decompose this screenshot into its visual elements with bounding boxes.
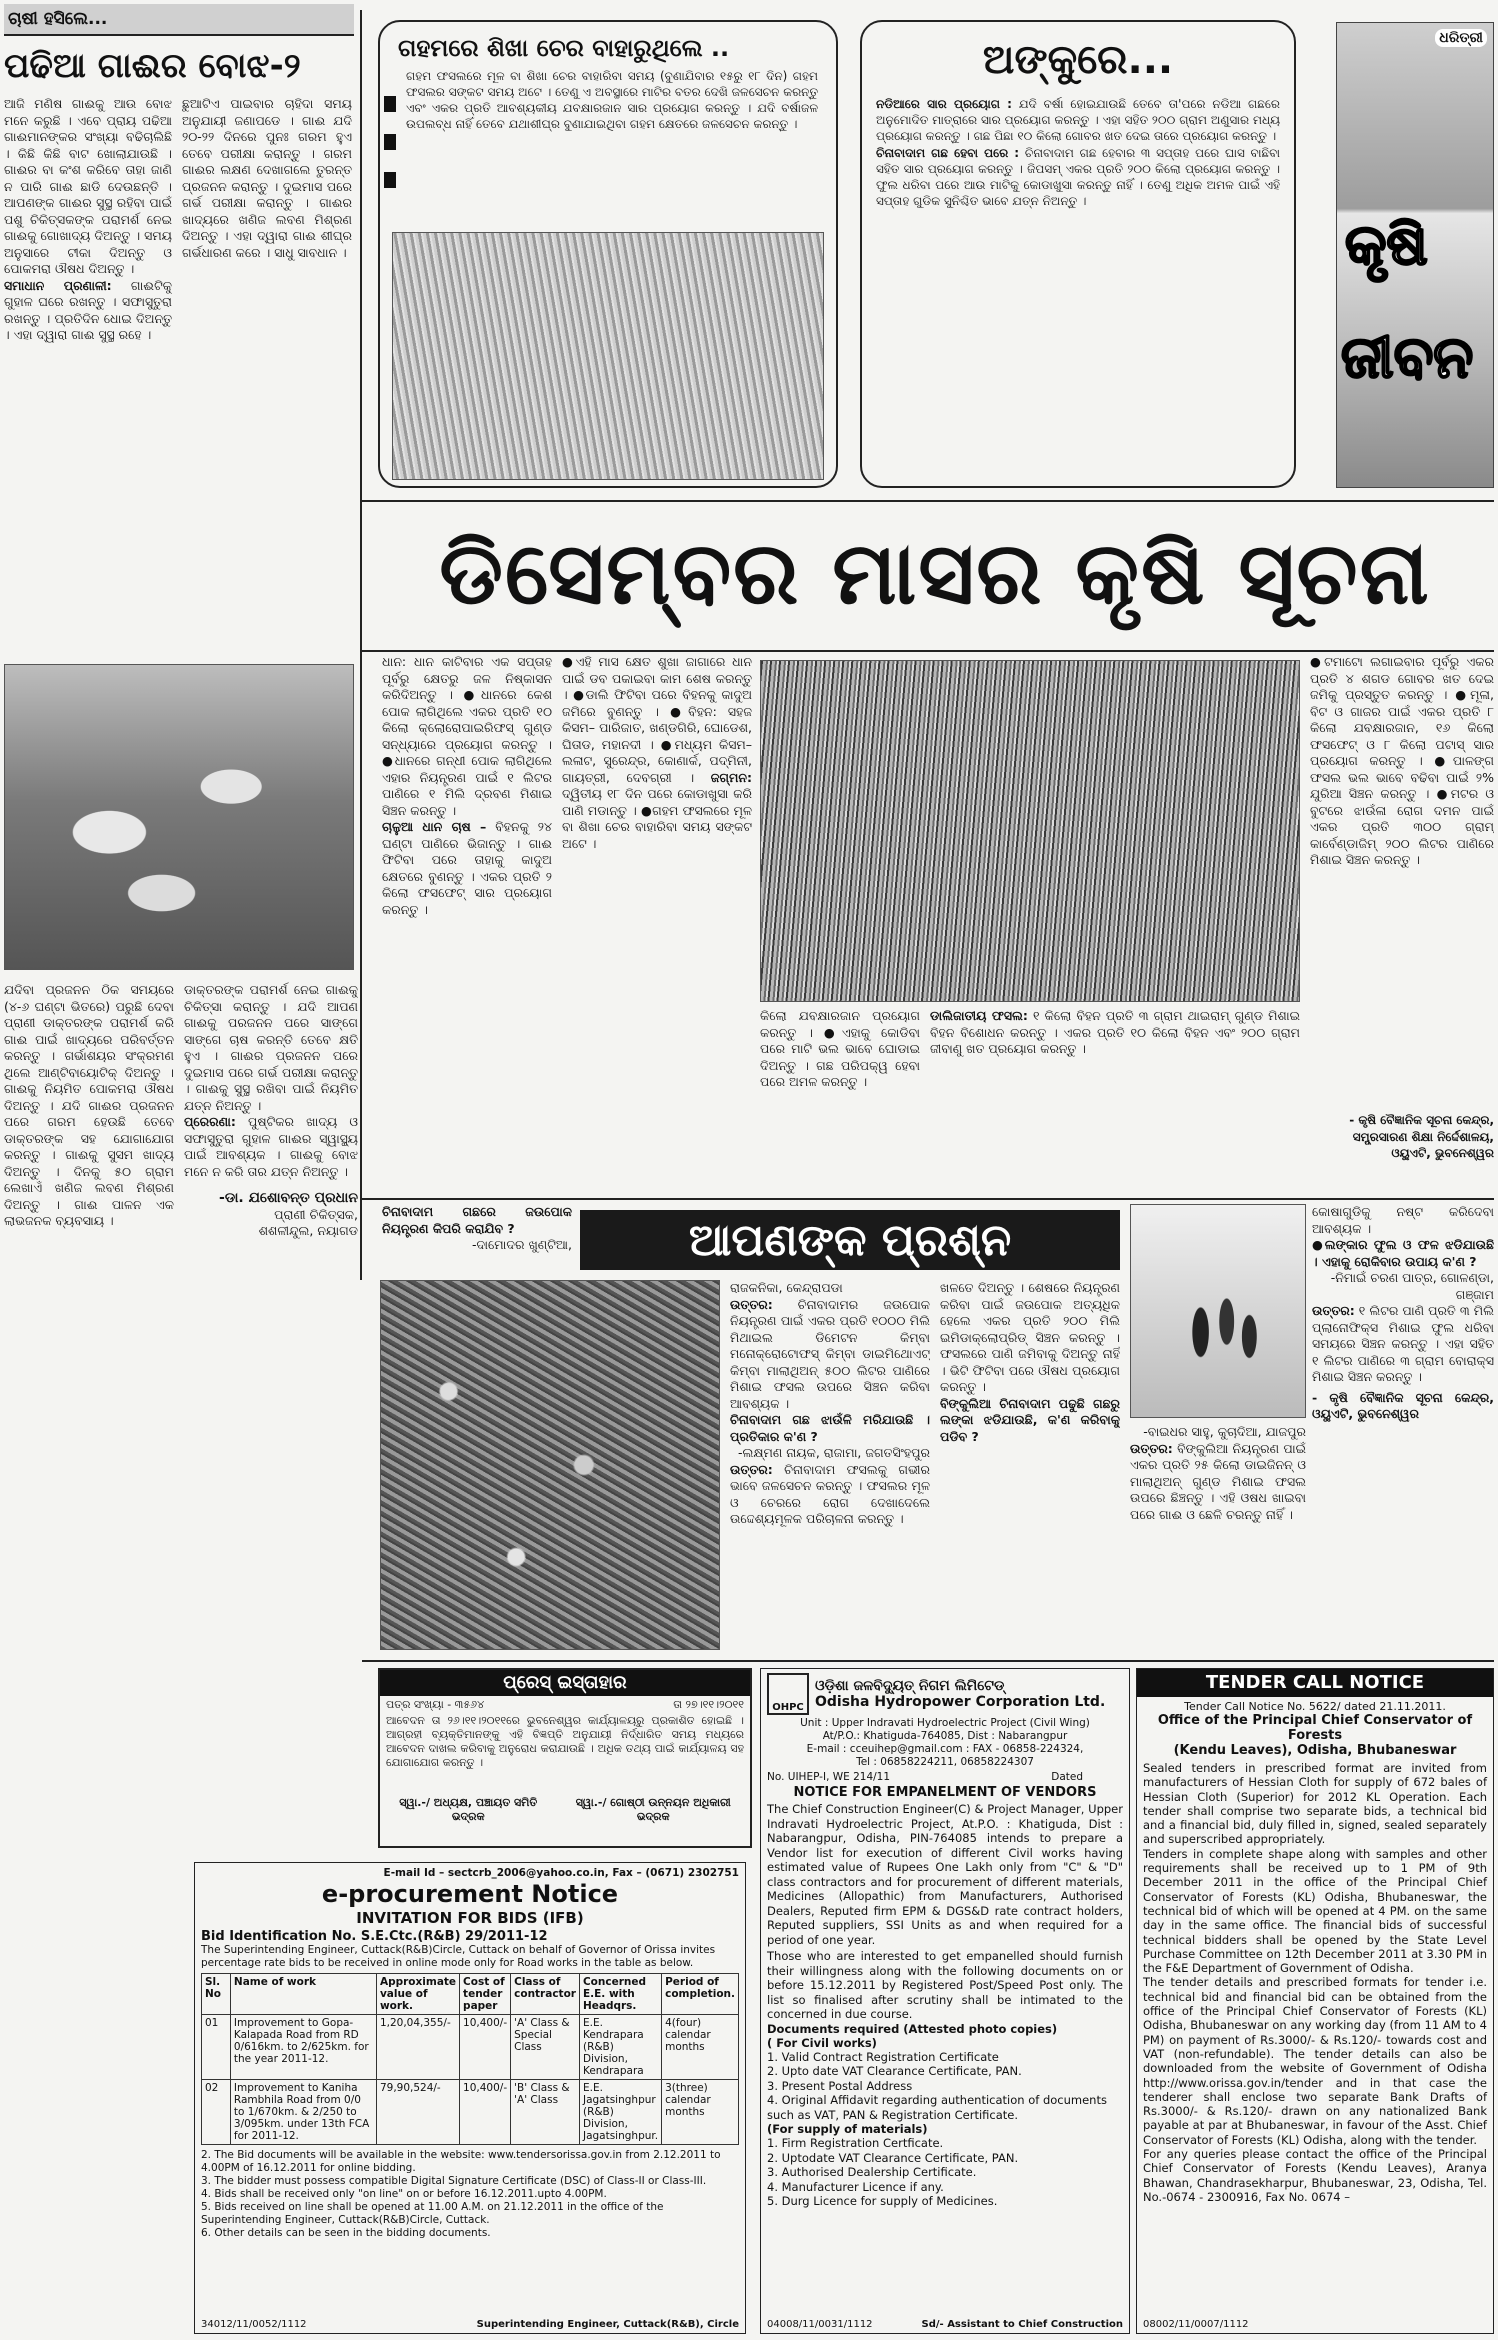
divider bbox=[360, 10, 362, 1280]
story-headline: ପଢିଆ ଗାଈର ବୋଝ-୨ bbox=[4, 46, 301, 86]
eproc-bid-id: Bid Identification No. S.E.Ctc.(R&B) 29/2011-12 bbox=[201, 1929, 548, 1944]
qa-col-a: ରାଜକନିକା, କେନ୍ଦ୍ରାପଡା ଉତ୍ତର: ଚିନାବାଦାମର ଜଉପୋକ ନିୟନ୍ତ୍ରଣ ପାଇଁ ଏକର ପ୍ରତି ୧୦୦୦ ମିଲି ମିଥାଇଲ ଡିମେଟନ କିମ୍ବା ମନୋକ୍ରୋଟୋଫସ୍ କିମ୍ବା ଡାଇମିଥୋଏଟ୍ କିମ୍ବା ମାଲାଥିଅନ୍ ୫୦୦ ଲିଟର ପାଣିରେ ମିଶାଇ ଫସଲ ଉପରେ ସିଞ୍ଚନ କରିବା ଆବଶ୍ୟକ । ଚିନାବାଦାମ ଗଛ ଝାଉଁଳି ମରିଯାଉଛି । ପ୍ରତିକାର କ'ଣ ? -ଲକ୍ଷ୍ମଣ ନାୟକ, ରାଜାମା, ଜଗତସିଂହପୁର ଉତ୍ତର: ଚିନାବାଦାମ ଫସଲକୁ ଗଭୀର ଭାବେ ଜଳସେଚନ କରନ୍ତୁ । ଫସଲର ମୂଳ ଓ ଚେରରେ ରୋଗ ଦେଖାଦେଲେ ଉଦ୍ଦେଶ୍ୟମୂଳକ ପରିଚାଳନା କରନ୍ତୁ । bbox=[730, 1280, 930, 1526]
jiban-word: ଜୀବନ bbox=[1341, 323, 1474, 391]
cow-col2: ଡାକ୍ତରଙ୍କ ପରାମର୍ଶ ନେଇ ଗାଈକୁ ଚିକିତ୍ସା କରାନ୍ତୁ । ଯଦି ଆପଣ ଗାଈକୁ ପରଜନନ ପରେ ସାଙ୍ଗେ ସାଙ୍ଗେ ଚାଷ କରନ୍ତି ତେବେ କ୍ଷତି ହୁଏ । ଗାଈର ପ୍ରଜନନ ପରେ ଦୁଇମାସ ପରେ ଗର୍ଭ ପରୀକ୍ଷା କରାନ୍ତୁ । ଗାଈକୁ ସୁସ୍ଥ ରଖିବା ପାଇଁ ନିୟମିତ ଯତ୍ନ ନିଅନ୍ତୁ । ପ୍ରେରଣା: ପୁଷ୍ଟିକର ଖାଦ୍ୟ ଓ ସଫାସୁତୁରା ଗୁହାଳ ଗାଈର ସ୍ୱାସ୍ଥ୍ୟ ପାଇଁ ଆବଶ୍ୟକ । ଗାଈକୁ ବୋଝ ମନେ ନ କରି ତାର ଯତ୍ନ ନିଅନ୍ତୁ । -ଡା. ଯଶୋବନ୍ତ ପ୍ରଧାନ ପ୍ରାଣୀ ଚିକିତ୍ସକ, ଶଶଳୀନ୍ଦୁଲ, ନୟାଗଡ bbox=[184, 982, 358, 1238]
eprocurement-notice bbox=[194, 1862, 746, 2334]
ankure-sub2: ଚିନାବାଦାମ ଗଛ ହେବା ପରେ : bbox=[876, 145, 1020, 160]
dec-right: ●ଟମାଟୋ ଲଗାଇବାର ପୂର୍ବରୁ ଏକର ପ୍ରତି ୪ ଶଗଡ ଗୋବର ଖତ ଦେଇ ଜମିକୁ ପ୍ରସ୍ତୁତ କରନ୍ତୁ । ●ମୂଳା, ବିଟ ଓ ଗାଜର ପାଇଁ ଏକର ପ୍ରତି ୮ କିଲୋ ଯବକ୍ଷାରଜାନ, ୧୬ କିଲୋ ଫସଫେଟ୍ ଓ ୮ କିଲୋ ପଟାସ୍ ସାର ପ୍ରୟୋଗ କରନ୍ତୁ । ●ପାଳଙ୍ଗ ଫସଲ ଭଲ ଭାବେ ବଢିବା ପାଇଁ ୨% ଯୁରିଆ ସିଞ୍ଚନ କରନ୍ତୁ । ●ମଟର ଓ ବୁଟରେ ଝାଉଁଳା ରୋଗ ଦମନ ପାଇଁ ଏକର ପ୍ରତି ୩୦୦ ଗ୍ରାମ୍ କାର୍ବେଣ୍ଡାଜିମ୍ ୨୦୦ ଲିଟର ପାଣିରେ ମିଶାଇ ସିଞ୍ଚନ କରନ୍ତୁ । bbox=[1310, 654, 1494, 867]
qa-banner bbox=[580, 1210, 1120, 1270]
groundnut-photo bbox=[380, 1280, 720, 1650]
bullet-marks bbox=[384, 90, 398, 230]
eproc-contact: E-mail Id – sectcrb_2006@yahoo.co.in, Fax – (0671) 2302751 bbox=[383, 1867, 739, 1879]
story-col2: ଛୁଆଟିଏ ପାଇବାର ଚାହିଦା ସମୟ ଅନୁଯାୟୀ ଜଣାପଡେ । ଗାଈ ଯଦି ୨୦-୨୨ ଦିନରେ ପୁନଃ ଗରମ ହୁଏ ତେବେ ପରୀକ୍ଷା କରାନ୍ତୁ । ଗରମ ଗାଈର ଲକ୍ଷଣ ଦେଖାଗଲେ ତୁରନ୍ତ ପ୍ରଜନନ କରାନ୍ତୁ । ଦୁଇମାସ ପରେ ଗର୍ଭ ପରୀକ୍ଷା କରାନ୍ତୁ । ଗାଈର ଖାଦ୍ୟରେ ଖଣିଜ ଲବଣ ମିଶ୍ରଣ ଦିଅନ୍ତୁ । ଏହା ଦ୍ୱାରା ଗାଈ ଶୀଘ୍ର ଗର୍ଭଧାରଣ କରେ । ସାଧୁ ସାବଧାନ । bbox=[182, 96, 352, 260]
wheat-photo bbox=[392, 232, 824, 480]
wheat-title: ଗହମରେ ଶିଖା ଚେର ବାହାରୁଥିଲେ .. bbox=[398, 34, 730, 62]
ankure-title: ଅଙ୍କୁରେ... bbox=[982, 37, 1174, 83]
dec-col2: ●ଏହି ମାସ କ୍ଷେତ ଶୁଖା ଜାଗାରେ ଧାନ ପାଇଁ ଡବ ପକାଇବା କାମ ଶେଷ କରନ୍ତୁ । ●ଡାଲି ଫିଟିବା ପରେ ବିହନକୁ କାଦୁଅ ଜମିରେ ବୁଣନ୍ତୁ । ●ବିହନ: ସହଜ କିସମ– ପାରିଜାତ, ଖଣ୍ଡଗିରି, ଘୋଡେଶ, ଘିତାଡ, ମହାନଦୀ । ●ମଧ୍ୟମ କିସମ– ଲଳାଟ, ସୁରେନ୍ଦ୍ର, କୋଣାର୍କ, ପଦ୍ମିନୀ, ଗାୟତ୍ରୀ, ଦେବଗ୍ରୀ । ଜଗ୍ମନ: ଦ୍ୱିତୀୟ ୧୮ ଦିନ ପରେ କୋଡାଖୁସା କରି ପାଣି ମଡାନ୍ତୁ । ●ଗହମ ଫସଲରେ ମୂଳ ବା ଶିଖା ଚେର ବାହାରିବା ସମୟ ସଙ୍କଟ ଅଟେ । bbox=[562, 654, 752, 851]
kicker-bar bbox=[4, 4, 354, 36]
krushi-word: କୃଷି bbox=[1345, 213, 1428, 278]
divider bbox=[362, 650, 1494, 652]
cow-col1: ଯଦିବା ପ୍ରଜନନ ଠିକ ସମୟରେ (୪-୬ ଘଣ୍ଟା ଭିତରେ) ପରୁଛି ଦେବା ପ୍ରାଣୀ ଡାକ୍ତରଙ୍କ ପରାମର୍ଶ କରି ଗାଈ ପାଇଁ ଖାଦ୍ୟରେ ପରିବର୍ତ୍ତନ କରନ୍ତୁ । ଗର୍ଭାଶୟର ସଂକ୍ରମଣ ଥିଲେ ଆଣ୍ଟିବାୟୋଟିକ୍ ଦିଅନ୍ତୁ । ଗାଈକୁ ନିୟମିତ ପୋକମରା ଔଷଧ ଦିଅନ୍ତୁ । ଯଦି ଗାଈର ପ୍ରଜନନ ପରେ ଗରମ ହେଉଛି ତେବେ ଡାକ୍ତରଙ୍କ ସହ ଯୋଗାଯୋଗ କରନ୍ତୁ । ଗାଈକୁ ସୁସମ ଖାଦ୍ୟ ଦିଅନ୍ତୁ । ଦିନକୁ ୫୦ ଗ୍ରାମ ଲେଖାଏଁ ଖଣିଜ ଲବଣ ମିଶ୍ରଣ ଦିଅନ୍ତୁ । ଗାଈ ପାଳନ ଏକ ଲାଭଜନକ ବ୍ୟବସାୟ । bbox=[4, 982, 174, 1228]
ankure-box bbox=[860, 20, 1296, 488]
eproc-notes: 2. The Bid documents will be available in the website: www.tendersorissa.gov.in from 2.12.2011 to 4.00PM of 16.12.2011 for online bidding. 3. The bidder must possess compatible Digital Signature Certificate (DSC) of Class-II or Class-III. 4. Bids shall be received only "on line" on or before 16.12.2011.upto 4.00PM. 5. Bids received on line shall be opened at 11.00 A.M. on 21.12.2011 in the office of the Superintending Engineer, Cuttack(R&B)Circle, Cuttack. 6. Other details can be seen in the bidding documents. bbox=[201, 2149, 721, 2239]
bids-table: Sl. No Name of work Approximate value of work. Cost of tender paper Class of contractor Concerned E.E. with Headqrs. Period of completion. 01 Improvement to Gopa-Kalapada Road from RD 0/616km. to 2/625km. for the year 2011-12. 1,20,04,355/- 10,400/- 'A' Class & Special Class E.E. Kendrapara (R&B) Division, Kendrapara 4(four) calendar months 02 Improvement to Kaniha Rambhila Road from 0/0 to 1/670km. & 2/250 to 3/095km. under 13th FCA for 2011-12. 79,90,524/- 10,400/- 'B' Class & 'A' Class E.E. Jagatsinghpur (R&B) Division, Jagatsinghpur. 3(three) calendar months bbox=[201, 1973, 739, 2145]
brand-logo: ଧରିତ୍ରୀ bbox=[1435, 29, 1487, 47]
cow-photo bbox=[4, 664, 354, 970]
press-ref: ପତ୍ର ସଂଖ୍ୟା - ୩୫୬୪ bbox=[386, 1698, 485, 1711]
press-body: ଆବେଦନ ତା ୨୬।୧୧।୨୦୧୧ରେ ଭୁବନେଶ୍ୱର କାର୍ଯ୍ୟାଳୟରୁ ପ୍ରକାଶିତ ହୋଇଛି । ଆଗ୍ରହୀ ବ୍ୟକ୍ତିମାନଙ୍କୁ ଏହି ବିଜ୍ଞପ୍ତି ଅନୁଯାୟୀ ନିର୍ଦ୍ଧାରିତ ସମୟ ମଧ୍ୟରେ ଆବେଦନ ଦାଖଲ କରିବାକୁ ଅନୁରୋଧ କରାଯାଉଛି । ଅଧିକ ତଥ୍ୟ ପାଇଁ କାର୍ଯ୍ୟାଳୟ ସହ ଯୋଗାଯୋଗ କରନ୍ତୁ । bbox=[386, 1714, 744, 1769]
table-row: 01 Improvement to Gopa-Kalapada Road from RD 0/616km. to 2/625km. for the year 2011-12. 1,20,04,355/- 10,400/- 'A' Class & Special Class E.E. Kendrapara (R&B) Division, Kendrapara 4(four) calendar months bbox=[202, 2015, 739, 2080]
story-col1: ଆଜି ମଣିଷ ଗାଈକୁ ଆଉ ବୋଝ ମନେ କରୁଛି । ଏବେ ପ୍ରାୟ ପଢିଆ ଗାଈମାନଙ୍କର ସଂଖ୍ୟା ବଢିଚାଲିଛି । କିଛି କିଛି ବାଟ ଖୋଲାଯାଉଛି । ଗାଈର ବା କଂଶ କରିବେ ତାହା ଜାଣି ନ ପାରି ଗାଈ ଛାଡି ଦେଉଛନ୍ତି । ଆପଣଙ୍କ ଗାଈର ସୁସ୍ଥ ରହିବା ପାଇଁ ପଶୁ ଚିକିତ୍ସକଙ୍କ ପରାମର୍ଶ ନେଇ ଗାଈକୁ ଗୋଖାଦ୍ୟ ଦିଅନ୍ତୁ । ସମୟ ଅନୁସାରେ ଟୀକା ଦିଅନ୍ତୁ ଓ ପୋକମରା ଔଷଧ ଦିଅନ୍ତୁ । ସମାଧାନ ପ୍ରଣାଳୀ: ଗାଈଟିକୁ ଗୁହାଳ ଘରେ ରଖନ୍ତୁ । ସଫାସୁତୁରା ରଖନ୍ତୁ । ପ୍ରତିଦିନ ଧୋଇ ଦିଅନ୍ତୁ । ଏହା ଦ୍ୱାରା ଗାଈ ସୁସ୍ଥ ରହେ । bbox=[4, 96, 172, 342]
eproc-subtitle: INVITATION FOR BIDS (IFB) bbox=[356, 1909, 584, 1927]
qa-q1: ଚିନାବାଦାମ ଗଛରେ ଜଉପୋକ ନିୟନ୍ତ୍ରଣ କିପରି କରାଯିବ ? -ଦାମୋଦର ଖୁଣ୍ଟିଆ, bbox=[382, 1204, 572, 1252]
qa-col-d: -ବାଇଧର ସାହୁ, କୁଚାଦିଆ, ଯାଜପୁର ଉତ୍ତର: ବିଙ୍କୁଲିଆ ନିୟନ୍ତ୍ରଣ ପାଇଁ ଏକର ପ୍ରତି ୨୫ କିଲୋ ଡାଇଜିନନ୍ ଓ ମାଲାଥିଅନ୍ ଗୁଣ୍ଡ ମିଶାଇ ଫସଲ ଉପରେ ଛିଞ୍ଚନ୍ତୁ । ଏହି ଓଷଧ ଖାଇବା ପରେ ଗାଈ ଓ ଛେଳି ଚରନ୍ତୁ ନାହିଁ । bbox=[1130, 1424, 1306, 1522]
banner-title: ଡିସେମ୍ବର ମାସର କୃଷି ସୂଚନା bbox=[439, 524, 1431, 624]
signature: -ଡା. ଯଶୋବନ୍ତ ପ୍ରଧାନ bbox=[219, 1190, 358, 1206]
ohpc-name-en: Odisha Hydropower Corporation Ltd. bbox=[815, 1694, 1106, 1710]
december-banner bbox=[380, 505, 1490, 645]
divider bbox=[362, 1198, 1494, 1200]
story-kicker: ଚାଷୀ ହସିଲେ... bbox=[8, 9, 108, 29]
press-date: ତା ୨୭।୧୧।୨୦୧୧ bbox=[673, 1698, 744, 1711]
ohpc-title: NOTICE FOR EMPANELMENT OF VENDORS bbox=[793, 1785, 1097, 1800]
rice-photo bbox=[760, 660, 1300, 1002]
dec-wide: କିଲୋ ଯବକ୍ଷାରଜାନ ପ୍ରୟୋଗ କରନ୍ତୁ । ●ଏହାକୁ କୋଡିବା ପରେ ମାଟି ଭଲ ଭାବେ ଘୋଡାଇ ଦିଅନ୍ତୁ । ଗଛ ପରିପକ୍ୱ ହେବା ପରେ ଅମଳ କରନ୍ତୁ । bbox=[760, 1008, 920, 1089]
krushi-jiban-panel bbox=[1336, 22, 1494, 488]
table-row: 02 Improvement to Kaniha Rambhila Road from 0/0 to 1/670km. & 2/250 to 3/095km. under 13th FCA for 2011-12. 79,90,524/- 10,400/- 'B' Class & 'A' Class E.E. Jagatsinghpur (R&B) Division, Jagatsinghpur. 3(three) calendar months bbox=[202, 2080, 739, 2145]
qa-title: ଆପଣଙ୍କ ପ୍ରଶ୍ନ bbox=[688, 1214, 1012, 1266]
ankure-text2: ଚିନାବାଦାମ ଗଛ ହେବାର ୩ ସପ୍ତାହ ପରେ ଘାସ ବାଛିବା ସହିତ ସାର ପ୍ରୟୋଗ କରନ୍ତୁ । ଜିପସମ୍ ଏକର ପ୍ରତି ୨୦୦ କିଲୋ ପ୍ରୟୋଗ କରନ୍ତୁ । ଫୁଲ ଧରିବା ପରେ ଆଉ ମାଟିକୁ କୋଡାଖୁସା କରନ୍ତୁ ନାହିଁ । ତେଣୁ ଅଧିକ ଅମଳ ପାଇଁ ଏହି ସପ୍ତାହ ଗୁଡିକ ସୁନିଶ୍ଚିତ ଭାବେ ଯତ୍ନ ନିଅନ୍ତୁ । bbox=[876, 145, 1280, 209]
ankure-text1: ଯଦି ବର୍ଷା ହୋଇଯାଉଛି ତେବେ ତା'ପରେ ନଡିଆ ଗଛରେ ଅନୁମୋଦିତ ମାତ୍ରାରେ ସାର ପ୍ରୟୋଗ କରନ୍ତୁ । ଏହା ସହିତ ୨୦୦ ଗ୍ରାମ ଅଣୁସାର ମଧ୍ୟ ପ୍ରୟୋଗ କରନ୍ତୁ । ଗଛ ପିଛା ୧୦ କିଲୋ ଗୋବର ଖତ ଦେଇ ତାରେ ପ୍ରୟୋଗ କରନ୍ତୁ । bbox=[876, 97, 1280, 144]
top-left-story bbox=[4, 4, 354, 654]
dec-dal: ଡାଲିଜାତୀୟ ଫସଲ: ୧ କିଲୋ ବିହନ ପ୍ରତି ୩ ଗ୍ରାମ ଥାଇରାମ୍ ଗୁଣ୍ଡ ମିଶାଇ ବିହନ ବିଶୋଧନ କରନ୍ତୁ । ଏକର ପ୍ରତି ୧୦ କିଲୋ ବିହନ ଏବଂ ୨୦୦ ଗ୍ରାମ ଜୀବାଣୁ ଖତ ପ୍ରୟୋଗ କରନ୍ତୁ । bbox=[930, 1008, 1300, 1056]
qa-right: କୋଷାଗୁଡିକୁ ନଷ୍ଟ କରିଦେବା ଆବଶ୍ୟକ । ●ଲଙ୍କାର ଫୁଲ ଓ ଫଳ ଝଡିଯାଉଛି । ଏହାକୁ ରୋକିବାର ଉପାୟ କ'ଣ ? -ନିମାଇଁ ଚରଣ ପାତ୍ର, ଗୋଳଣ୍ଡା, ଗଞ୍ଜାମ ଉତ୍ତର: ୧ ଲିଟର ପାଣି ପ୍ରତି ୩ ମିଲି ପ୍ଲାନୋଫିକ୍ସ ମିଶାଇ ଫୁଲ ଧରିବା ସମୟରେ ସିଞ୍ଚନ କରନ୍ତୁ । ଏହା ସହିତ ୧ ଲିଟର ପାଣିରେ ୩ ଗ୍ରାମ ବୋରାକ୍ସ ମିଶାଇ ସିଞ୍ଚନ କରନ୍ତୁ । - କୃଷି ବୈଜ୍ଞାନିକ ସୂଚନା କେନ୍ଦ୍ର, ଓୟୁଏଟି, ଭୁବନେଶ୍ୱର bbox=[1312, 1204, 1494, 1421]
eproc-code: 34012/11/0052/1112 bbox=[201, 2319, 307, 2330]
ohpc-notice: OHPC ଓଡ଼ିଶା ଜଳବିଦ୍ୟୁତ୍ ନିଗମ ଲିମିଟେଡ୍ Odisha Hydropower Corporation Ltd. Unit : Upper Indravati Hydroelectric Project (Civil Wing) At/P.O.: Khatiguda-764085, Dist : Nabarangpur E-mail : cceuihep@gmail.com : FAX - 06858-224324, Tel : 06858224211, 06858224307 No. UIHEP-I, WE 214/11 Dated NOTICE FOR EMPANELMENT OF VENDORS The Chief Construction Engineer(C) & Project Manager, Upper Indravati Hydroelectric Project, At.P.O. : Khatiguda, Dist : Nabarangpur, Odisha, PIN-764085 intends to prepare a Vendor list for execution of different Civil works having estimated value of Rupees One Lakh only from "C" & "D" class contractors and for procurement of different materials, Medicines (Allopathic) from Manufacturers, Authorised Dealers, Reputed firm EPM & DGS&D rate contract holders, Reputed suppliers, SSI Units as and when required for a period of one year. Those who are interested to get empanelled should furnish their willingness along with the following documents on or before 15.12.2011 by Registered Post/Speed Post only. The list so finalised after scrutiny shall be intimated to the concerned in due course. Documents required (Attested photo copies) ( For Civil works) 1. Valid Contract Registration Certificate 2. Upto date VAT Clearance Certificate, PAN. 3. Present Postal Address 4. Original Affidavit regarding authentication of documents such as VAT, PAN & Registration Certificate. (For supply of materials) 1. Firm Registration Certficate. 2. Uptodate VAT Clearance Certificate, PAN. 3. Authorised Dealership Certificate. 4. Manufacturer Licence if any. 5. Durg Licence for supply of Medicines. 04008/11/0031/1112 Sd/- Assistant to Chief Construction bbox=[760, 1668, 1130, 2334]
wheat-text: ଗହମ ଫସଲରେ ମୂଳ ବା ଶିଖା ଚେର ବାହାରିବା ସମୟ (ବୁଣାଯିବାର ୧୫ରୁ ୧୮ ଦିନ) ଗହମ ଫସଲର ସଙ୍କଟ ସମୟ ଅଟେ । ତେଣୁ ଏ ଅବସ୍ଥାରେ ମାଟିର ବତର ଦେଖି ଜଳସେଚନ କରନ୍ତୁ ଏବଂ ଏକର ପ୍ରତି ଆବଶ୍ୟକୀୟ ଯବକ୍ଷାରଜାନ ସାର ପ୍ରୟୋଗ କରନ୍ତୁ । ଯଦି ବର୍ଷାଜଳ ଉପଲବ୍ଧ ନାହିଁ ତେବେ ଯଥାଶୀଘ୍ର ବୁଣାଯାଇଥିବା ଗହମ କ୍ଷେତରେ ଜଳସେଚନ କରନ୍ତୁ । bbox=[406, 69, 818, 131]
eproc-sig: Superintending Engineer, Cuttack(R&B), Circle bbox=[476, 2319, 739, 2330]
dec-col1: ଧାନ: ଧାନ କାଟିବାର ଏକ ସପ୍ତାହ ପୂର୍ବରୁ କ୍ଷେତରୁ ଜଳ ନିଷ୍କାସନ କରିଦିଅନ୍ତୁ । ●ଧାନରେ କେଶ ପୋକ ଲାଗିଥିଲେ ଏକର ପ୍ରତି ୧୦ କିଲୋ କ୍ଲୋରୋପାଇରିଫସ୍ ଗୁଣ୍ଡ ସନ୍ଧ୍ୟାରେ ପ୍ରୟୋଗ କରନ୍ତୁ । ●ଧାନରେ ଗନ୍ଧୀ ପୋକ ଲାଗିଥିଲେ ଏହାର ନିୟନ୍ତ୍ରଣ ପାଇଁ ୧ ଲିଟର ପାଣିରେ ୧ ମିଲି ଦ୍ରବଣ ମିଶାଇ ସିଞ୍ଚନ କରନ୍ତୁ । ଚାଳୁଆ ଧାନ ଚାଷ – ବିହନକୁ ୨୪ ଘଣ୍ଟା ପାଣିରେ ଭିଜାନ୍ତୁ । ଗାଈ ଫିଟିବା ପରେ ତାହାକୁ କାଦୁଅ କ୍ଷେତରେ ବୁଣନ୍ତୁ । ଏକର ପ୍ରତି ୨ କିଲୋ ଫସଫେଟ୍ ସାର ପ୍ରୟୋଗ କରନ୍ତୁ । bbox=[382, 654, 552, 917]
ohpc-logo: OHPC bbox=[767, 1673, 809, 1715]
tender-notice: TENDER CALL NOTICE Tender Call Notice No. 5622/ dated 21.11.2011. Office of the Principal Chief Conservator of Forests (Kendu Leaves), Odisha, Bhubaneswar Sealed tenders in prescribed format are invited from manufacturers of Hessian Cloth for supply of 672 bales of Hessian Cloth (Superior) for 2012 KL Operation. Each tender shall comprise two separate bids, a technical bid and a financial bid, duly filled in, signed, sealed separately and superscribed appropriately. Tenders in complete shape along with samples and other requirements shall be received up to 1 PM of 9th December 2011 in the office of the Principal Chief Conservator of Forests (KL) Odisha, Bhubaneswar, the technical bid of which will be opened at 4 PM. on the same day in the same office. The financial bids of successful technical bidders shall be opened by the State Level Purchase Committee on 12th December 2011 at 3.30 PM in the F&E Department of Government of Odisha. The tender details and prescribed formats for tender i.e. technical bid and financial bid can be obtained from the office of the Principal Chief Conservator of Forests (KL) Odisha, Bhubaneswar on any working day (from 11 AM to 4 PM) on payment of Rs.3000/- & Rs.120/- towards cost and VAT (non-refundable). The tender details can also be downloaded from the website of Government of Odisha http://www.orissa.gov.in/tender and in that case the tenderer shall enclose two separate Bank Drafts of Rs.3000/- & Rs.120/- drawn on any nationalized Bank payable at par at Bhubaneswar, in favour of the Asst. Chief Conservator of Forests (KL) Odisha, along with the tender. For any queries please contact the office of the Principal Chief Conservator of Forests (Kendu Leaves), Aranya Bhawan, Chandrasekharpur, Bhubaneswar, 23, Odisha, Tel. No.-0674 - 2300916, Fax No. 0674 – 08002/11/0007/1112 bbox=[1136, 1668, 1494, 2334]
ohpc-name-or: ଓଡ଼ିଶା ଜଳବିଦ୍ୟୁତ୍ ନିଗମ ଲିମିଟେଡ୍ bbox=[815, 1678, 1005, 1694]
wheat-box bbox=[378, 20, 838, 488]
chili-photo bbox=[1130, 1204, 1306, 1418]
eproc-title: e-procurement Notice bbox=[321, 1880, 619, 1908]
ankure-sub1: ନଡିଆରେ ସାର ପ୍ରୟୋଗ : bbox=[876, 97, 1012, 111]
tender-title: TENDER CALL NOTICE bbox=[1137, 1669, 1493, 1697]
dec-credit: - କୃଷି ବୈଜ୍ଞାନିକ ସୂଚନା କେନ୍ଦ୍ର, ସମ୍ପ୍ରସାରଣ ଶିକ୍ଷା ନିର୍ଦ୍ଦେଶାଳୟ, ଓୟୁଏଟି, ଭୁବନେଶ୍ୱର bbox=[1349, 1113, 1494, 1160]
sig-place: ଶଶଳୀନ୍ଦୁଲ, ନୟାଗଡ bbox=[258, 1223, 358, 1238]
sig-title: ପ୍ରାଣୀ ଚିକିତ୍ସକ, bbox=[274, 1206, 358, 1222]
qa-col-c: ଖଳତେ ଦିଅନ୍ତୁ । ଶେଷରେ ନିୟନ୍ତ୍ରଣ କରିବା ପାଇଁ ଜଉପୋକ ଅତ୍ୟଧିକ ହେଲେ ଏକର ପ୍ରତି ୨୦୦ ମିଲି ଇମିଡାକ୍ଲୋପ୍ରିଡ୍ ସିଞ୍ଚନ କରନ୍ତୁ । ଫସଲରେ ପାଣି ଜମିବାକୁ ଦିଅନ୍ତୁ ନାହିଁ । ଭିଟି ଫିଟିବା ପରେ ଔଷଧ ପ୍ରୟୋଗ କରନ୍ତୁ । ବିଙ୍କୁଲିଆ ଚିନାବାଦାମ ପଢୁଛି ଗଛରୁ ଲଙ୍କା ଝଡିଯାଉଛି, କ'ଣ କରିବାକୁ ପଡିବ ? bbox=[940, 1280, 1120, 1444]
eproc-intro: The Superintending Engineer, Cuttack(R&B)Circle, Cuttack on behalf of Governor of Orissa invites percentage rate bids to be received in online mode only for Road works in the table as below. bbox=[201, 1944, 716, 1969]
press-title: ପ୍ରେସ୍ ଇସ୍ତାହାର bbox=[380, 1670, 750, 1696]
divider bbox=[362, 1660, 1494, 1662]
divider bbox=[362, 500, 1494, 502]
press-release: ପ୍ରେସ୍ ଇସ୍ତାହାର ପତ୍ର ସଂଖ୍ୟା - ୩୫୬୪ ତା ୨୭।୧୧।୨୦୧୧ ଆବେଦନ ତା ୨୬।୧୧।୨୦୧୧ରେ ଭୁବନେଶ୍ୱର କାର୍ଯ୍ୟାଳୟରୁ ପ୍ରକାଶିତ ହୋଇଛି । ଆଗ୍ରହୀ ବ୍ୟକ୍ତିମାନଙ୍କୁ ଏହି ବିଜ୍ଞପ୍ତି ଅନୁଯାୟୀ ନିର୍ଦ୍ଧାରିତ ସମୟ ମଧ୍ୟରେ ଆବେଦନ ଦାଖଲ କରିବାକୁ ଅନୁରୋଧ କରାଯାଉଛି । ଅଧିକ ତଥ୍ୟ ପାଇଁ କାର୍ଯ୍ୟାଳୟ ସହ ଯୋଗାଯୋଗ କରନ୍ତୁ । ସ୍ୱା.-/ ଅଧ୍ୟକ୍ଷ, ପଞ୍ଚାୟତ ସମିତି ଭଦ୍ରକ ସ୍ୱା.-/ ଗୋଷ୍ଠୀ ଉନ୍ନୟନ ଅଧିକାରୀ ଭଦ୍ରକ bbox=[378, 1668, 752, 1848]
